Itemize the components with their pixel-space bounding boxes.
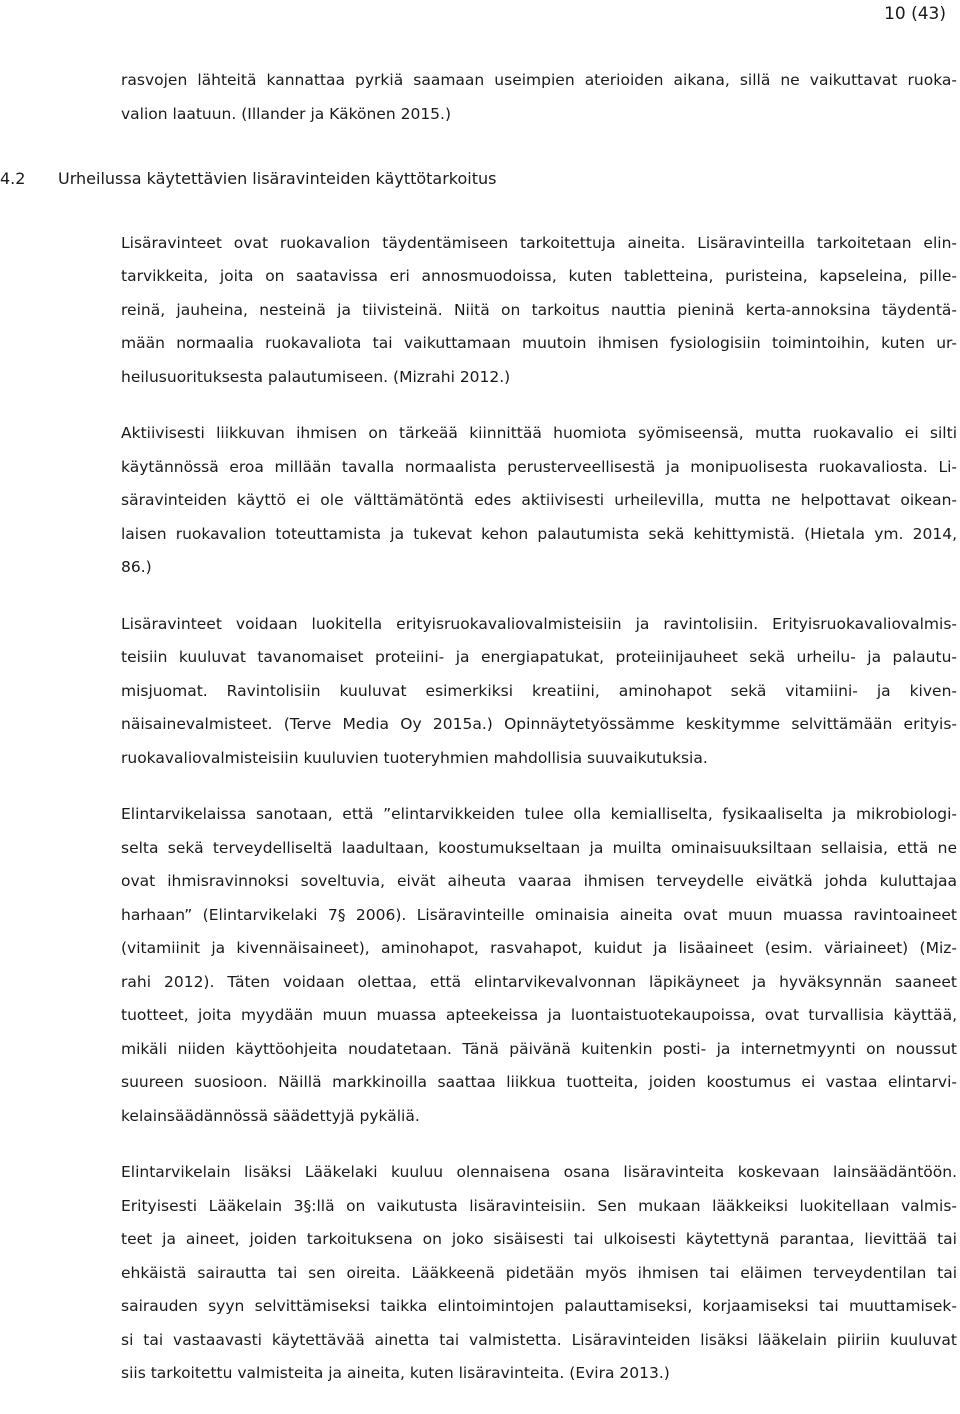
text-line: ruokavaliovalmisteisiin kuuluvien tuoteryhmien mahdollisia suuvaikutuksia. <box>121 748 708 767</box>
text-line: misjuomat. Ravintolisiin kuuluvat esimerkiksi kreatiini, aminohapot sekä vitamiini- ja kiven- <box>121 681 957 700</box>
section-title: Urheilussa käytettävien lisäravinteiden käyttötarkoitus <box>58 169 497 188</box>
text-line: ehkäistä sairautta tai sen oireita. Lääkkeenä pidetään myös ihmisen tai eläimen terveydentilan tai <box>121 1263 957 1282</box>
text-line: selta sekä terveydelliseltä laadultaan, koostumukseltaan ja muilta ominaisuuksiltaan sellaisia, että ne <box>121 838 957 857</box>
text-line: Elintarvikelain lisäksi Lääkelaki kuuluu olennaisena osana lisäravinteita koskevaan lainsäädäntöön. <box>121 1163 957 1181</box>
text-line: valion laatuun. (Illander ja Käkönen 2015.) <box>121 104 452 123</box>
text-line: 86.) <box>121 558 152 576</box>
paragraph <box>121 64 957 131</box>
text-line: Lisäravinteet ovat ruokavalion täydentämiseen tarkoitettuja aineita. Lisäravinteilla tarkoitetaan elin- <box>121 233 957 252</box>
text-line: laisen ruokavalion toteuttamista ja tukevat kehon palautumista sekä kehittymistä. (Hietala ym. 2014, <box>121 524 957 543</box>
page-number: 10 (43) <box>884 4 946 24</box>
text-line: ovat ihmisravinnoksi soveltuvia, eivät aiheuta vaaraa ihmisen terveydelle eivätkä johda kuluttajaa <box>121 872 957 890</box>
text-line: tarvikkeita, joita on saatavissa eri annosmuodoissa, kuten tabletteina, puristeina, kapseleina, pille- <box>121 267 957 285</box>
text-line: rasvojen lähteitä kannattaa pyrkiä saamaan useimpien aterioiden aikana, sillä ne vaikuttavat ruoka- <box>121 71 957 89</box>
text-line: siis tarkoitettu valmisteita ja aineita, kuten lisäravinteita. (Evira 2013.) <box>121 1364 670 1382</box>
text-line: (vitamiinit ja kivennäisaineet), aminohapot, rasvahapot, kuidut ja lisäaineet (esim. väriaineet) (Miz- <box>121 939 957 957</box>
section-number: 4.2 <box>0 169 26 188</box>
text-line: harhaan” (Elintarvikelaki 7§ 2006). Lisäravinteille ominaisia aineita ovat muun muassa ravintoaineet <box>121 905 957 924</box>
text-line: käytännössä eroa millään tavalla normaalista perusterveellisestä ja monipuolisesta ruokavaliosta. Li- <box>121 457 957 476</box>
text-line: teisiin kuuluvat tavanomaiset proteiini- ja energiapatukat, proteiinijauheet sekä urheilu- ja palautu- <box>121 648 957 666</box>
text-line: säravinteiden käyttö ei ole välttämätöntä edes aktiivisesti urheilevilla, mutta ne helpottavat oikean- <box>121 491 957 509</box>
text-line: tuotteet, joita myydään muun muassa apteekeissa ja luontaistuotekaupoissa, ovat turvallisia käyttää, <box>121 1006 957 1024</box>
text-line: sairauden syyn selvittämiseksi taikka elintoimintojen palauttamiseksi, korjaamiseksi tai muuttamisek- <box>121 1297 957 1315</box>
paragraph <box>121 608 957 776</box>
text-line: näisainevalmisteet. (Terve Media Oy 2015a.) Opinnäytetyössämme keskitymme selvittämään erityis- <box>121 715 957 733</box>
text-line: mikäli niiden käyttöohjeita noudatetaan. Tänä päivänä kuitenkin posti- ja internetmyynti on noussut <box>121 1039 957 1058</box>
text-line: suureen suosioon. Näillä markkinoilla saattaa liikkua tuotteita, joiden koostumus ei vastaa elintarvi- <box>121 1073 957 1091</box>
text-line: heilusuorituksesta palautumiseen. (Mizrahi 2012.) <box>121 367 511 386</box>
page-content <box>0 64 957 1414</box>
text-line: teet ja aineet, joiden tarkoituksena on joko sisäisesti tai ulkoisesti käytettynä parantaa, lievittää tai <box>121 1230 957 1248</box>
text-line: kelainsäädännössä säädettyjä pykäliä. <box>121 1106 420 1125</box>
section-heading <box>0 162 957 196</box>
paragraph <box>121 798 957 1133</box>
text-line: rahi 2012). Täten voidaan olettaa, että elintarvikevalvonnan läpikäyneet ja hyväksynnän saaneet <box>121 972 957 991</box>
text-line: si tai vastaavasti käytettävää ainetta tai valmistetta. Lisäravinteiden lisäksi lääkelain piiriin kuuluvat <box>121 1330 957 1349</box>
text-line: Erityisesti Lääkelain 3§:llä on vaikutusta lisäravinteisiin. Sen mukaan lääkkeiksi luokitellaan valmis- <box>121 1196 957 1215</box>
paragraph <box>121 227 957 395</box>
text-line: Aktiivisesti liikkuvan ihmisen on tärkeää kiinnittää huomiota syömiseensä, mutta ruokavalio ei silti <box>121 424 957 442</box>
text-line: Elintarvikelaissa sanotaan, että ”elintarvikkeiden tulee olla kemialliselta, fysikaaliselta ja mikrobiologi- <box>121 805 957 823</box>
paragraph <box>121 1156 957 1391</box>
text-line: reinä, jauheina, nesteinä ja tiivisteinä. Niitä on tarkoitus nauttia pieninä kerta-annoksina täydentä- <box>121 300 957 319</box>
paragraph <box>121 417 957 585</box>
text-line: Lisäravinteet voidaan luokitella erityisruokavaliovalmisteisiin ja ravintolisiin. Erityisruokavaliovalmis- <box>121 614 957 633</box>
text-line: mään normaalia ruokavaliota tai vaikuttamaan muutoin ihmisen fysiologisiin toimintoihin, kuten ur- <box>121 334 957 352</box>
